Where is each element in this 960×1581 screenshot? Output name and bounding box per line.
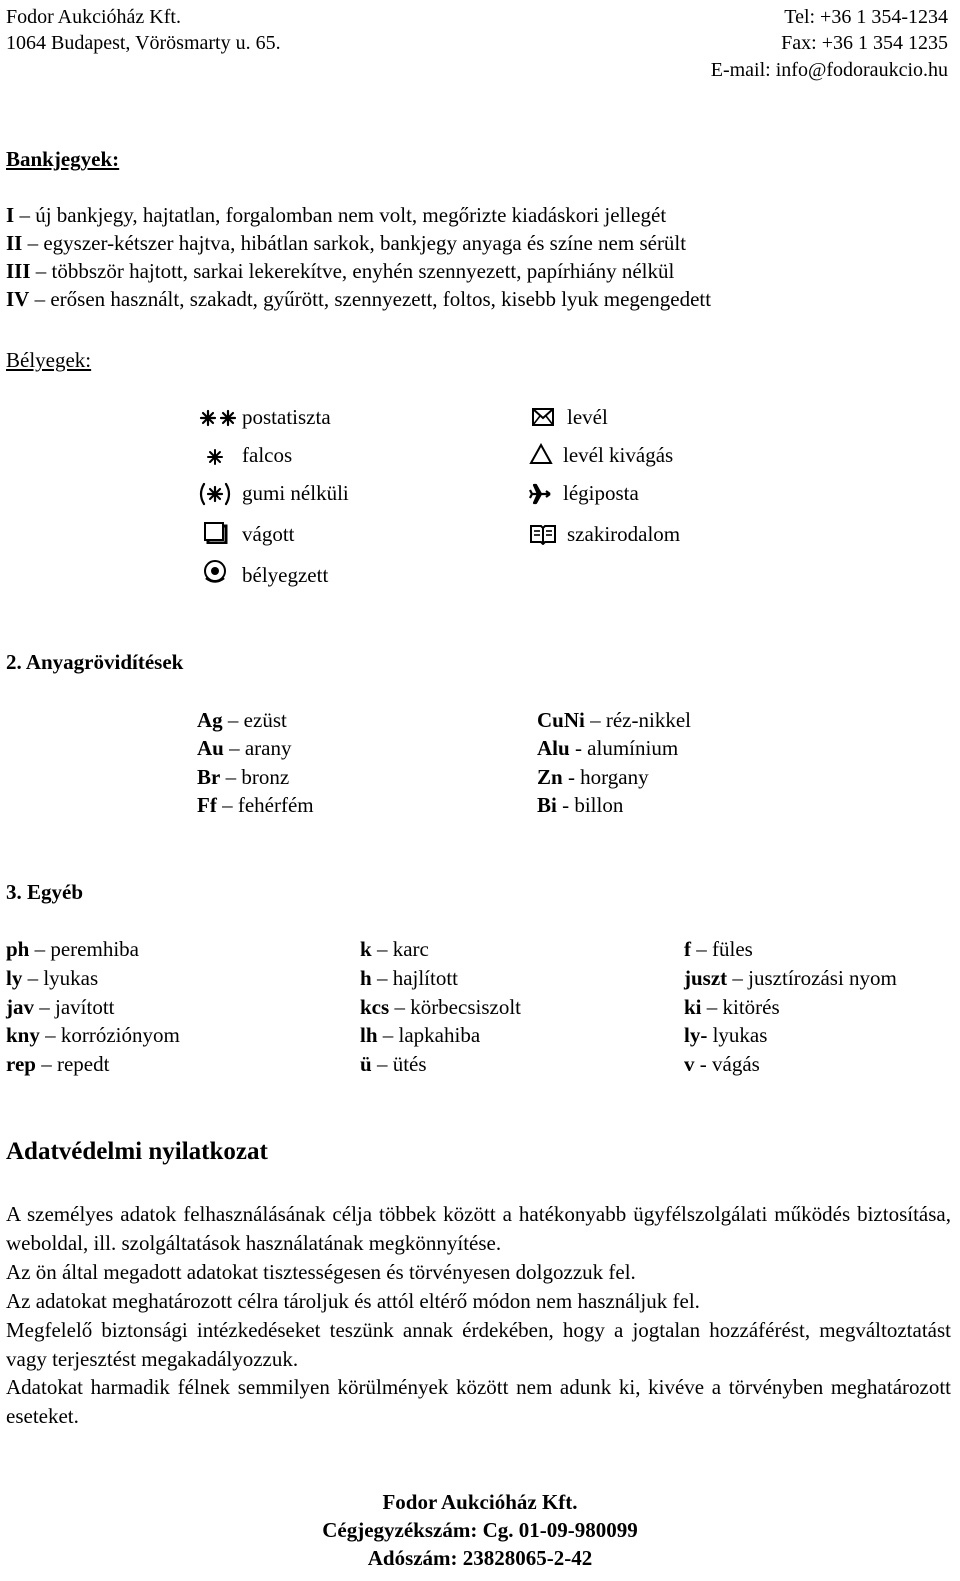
stamp-legend-label: bélyegzett (242, 563, 329, 587)
other-abbr: k (360, 937, 372, 961)
material-desc: – arany (223, 736, 292, 760)
material-desc: – réz-nikkel (584, 708, 691, 732)
material-abbr: Ag (197, 708, 223, 732)
material-row (197, 765, 289, 790)
material-row (537, 765, 649, 790)
stamp-legend-label: vágott (242, 522, 295, 546)
other-abbr: juszt (684, 966, 728, 990)
stamp-legend-label: levél kivágás (563, 443, 674, 467)
other-desc: – lapkahiba (377, 1023, 481, 1047)
other-desc: - vágás (694, 1052, 760, 1076)
other-abbr: f (684, 937, 691, 961)
other-desc: – karc (371, 937, 429, 961)
other-desc: – korróziónyom (39, 1023, 180, 1047)
other-row (360, 1023, 480, 1048)
grade-desc: – egyszer-kétszer hajtva, hibátlan sarkok, bankjegy anyaga és színe nem sérült (22, 231, 687, 255)
other-row (6, 995, 115, 1020)
other-desc: – javított (34, 995, 115, 1019)
grade-code: II (6, 231, 23, 255)
other-abbr: rep (6, 1052, 36, 1076)
privacy-title: Adatvédelmi nyilatkozat (6, 1138, 268, 1165)
grade-desc: – többször hajtott, sarkai lekerekítve, enyhén szennyezett, papírhiány nélkül (30, 259, 675, 283)
material-abbr: Au (197, 736, 224, 760)
other-desc: – ütés (371, 1052, 427, 1076)
other-row (6, 1023, 180, 1048)
other-desc: – jusztírozási nyom (727, 966, 897, 990)
other-abbr: lh (360, 1023, 378, 1047)
privacy-paragraph: Megfelelő biztonsági intézkedéseket teszünk annak érdekében, hogy a jogtalan hozzáférést, megváltoztatást vagy terjesztést megakadályozzuk. (6, 1318, 951, 1371)
material-abbr: Zn (537, 765, 563, 789)
other-row (360, 995, 521, 1020)
phone-number: Tel: +36 1 354-1234 (784, 6, 948, 28)
material-abbr: CuNi (537, 708, 585, 732)
envelope-icon (526, 404, 560, 430)
other-desc: – kitörés (701, 995, 780, 1019)
material-row (537, 708, 691, 733)
privacy-paragraph: Adatokat harmadik félnek semmilyen körülmények között nem adunk ki, kivéve a törvényben meghatározott eseteket. (6, 1375, 951, 1428)
privacy-paragraph: Az ön által megadott adatokat tisztességesen és törvényesen dolgozzuk fel. (6, 1260, 636, 1284)
other-row (684, 966, 897, 991)
stamp-legend-label: postatiszta (242, 405, 331, 429)
grade-code: IV (6, 287, 30, 311)
double-asterisk-icon (196, 405, 240, 431)
other-desc: – füles (691, 937, 753, 961)
other-abbr: kcs (360, 995, 390, 1019)
email-address: E-mail: info@fodoraukcio.hu (710, 59, 948, 81)
material-desc: - billon (556, 793, 624, 817)
material-row (197, 736, 292, 761)
company-address: 1064 Budapest, Vörösmarty u. 65. (6, 32, 281, 54)
stamp-legend-label: levél (567, 405, 608, 429)
grade-desc: – új bankjegy, hajtatlan, forgalomban nem volt, megőrizte kiadáskori jellegét (14, 203, 667, 227)
other-desc: lyukas (707, 1023, 768, 1047)
airplane-icon (524, 481, 558, 507)
other-row (684, 937, 753, 962)
other-row (6, 1052, 109, 1077)
other-abbr: ü (360, 1052, 372, 1076)
other-row (360, 1052, 427, 1077)
privacy-paragraph: Az adatokat meghatározott célra tároljuk és attól eltérő módon nem használjuk fel. (6, 1289, 700, 1313)
other-abbr: ph (6, 937, 30, 961)
other-title: 3. Egyéb (6, 880, 84, 904)
material-row (197, 793, 314, 818)
other-row (360, 937, 429, 962)
stamp-legend-label: gumi nélküli (242, 481, 349, 505)
other-desc: – körbecsiszolt (389, 995, 521, 1019)
other-row (360, 966, 458, 991)
other-row (6, 966, 98, 991)
fax-number: Fax: +36 1 354 1235 (781, 32, 948, 54)
grade-row (6, 259, 674, 284)
material-abbr: Alu (537, 736, 570, 760)
parenthesized-asterisk-icon (196, 481, 234, 507)
grade-desc: – erősen használt, szakadt, gyűrött, szennyezett, foltos, kisebb lyuk megengedett (29, 287, 712, 311)
material-desc: - alumínium (569, 736, 679, 760)
other-abbr: ly (6, 966, 23, 990)
open-book-icon (526, 521, 560, 547)
grade-row (6, 287, 711, 312)
other-abbr: ly- (684, 1023, 708, 1047)
privacy-paragraph: A személyes adatok felhasználásának célja többek között a hatékonyabb ügyfélszolgálati működés biztosítása, weboldal, ill. szolgáltatások használatának megkönnyítése. (6, 1202, 951, 1255)
grade-code: III (6, 259, 31, 283)
other-desc: – lyukas (22, 966, 99, 990)
materials-title: 2. Anyagrövidítések (6, 650, 184, 674)
grade-code: I (6, 203, 15, 227)
material-row (197, 708, 287, 733)
other-row (684, 1052, 760, 1077)
other-abbr: ki (684, 995, 702, 1019)
asterisk-icon (198, 444, 232, 470)
footer-tax-number: Adószám: 23828065-2-42 (367, 1546, 593, 1570)
stamp-legend-label: falcos (242, 443, 293, 467)
company-name: Fodor Aukcióház Kft. (6, 6, 181, 28)
other-desc: – repedt (35, 1052, 110, 1076)
stamp-legend-label: szakirodalom (567, 522, 681, 546)
circled-dot-icon (198, 559, 232, 585)
material-row (537, 793, 623, 818)
other-row (684, 995, 780, 1020)
material-row (537, 736, 678, 761)
material-abbr: Bi (537, 793, 557, 817)
grade-row (6, 203, 666, 228)
material-desc: – bronz (220, 765, 290, 789)
other-row (684, 1023, 767, 1048)
stamp-legend-label: légiposta (563, 481, 639, 505)
material-abbr: Br (197, 765, 221, 789)
other-abbr: kny (6, 1023, 40, 1047)
triangle-icon (524, 441, 558, 467)
other-abbr: jav (6, 995, 34, 1019)
banknotes-title: Bankjegyek: (6, 147, 120, 171)
other-abbr: v (684, 1052, 695, 1076)
other-abbr: h (360, 966, 372, 990)
material-abbr: Ff (197, 793, 217, 817)
other-row (6, 937, 139, 962)
footer-company: Fodor Aukcióház Kft. (382, 1490, 578, 1514)
material-desc: – fehérfém (216, 793, 314, 817)
material-desc: – ezüst (222, 708, 287, 732)
other-desc: – peremhiba (29, 937, 139, 961)
square-icon (198, 519, 232, 545)
stamps-title: Bélyegek: (6, 348, 92, 372)
other-desc: – hajlított (371, 966, 459, 990)
footer-registration: Cégjegyzékszám: Cg. 01-09-980099 (322, 1518, 638, 1542)
grade-row (6, 231, 686, 256)
material-desc: - horgany (562, 765, 649, 789)
